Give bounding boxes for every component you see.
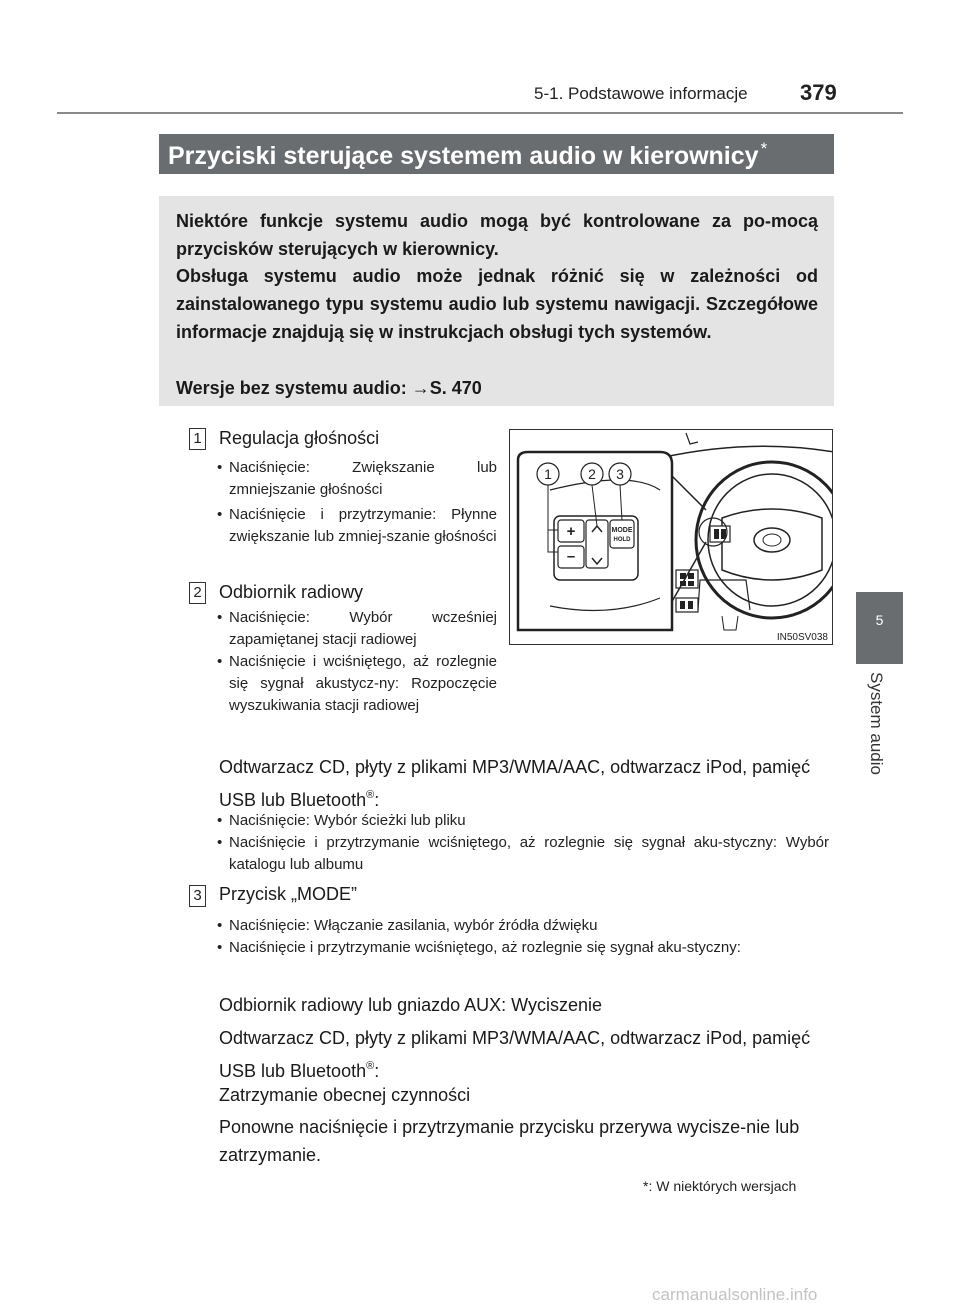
volume-down-label: – <box>566 548 576 565</box>
intro-paragraph-1: Niektóre funkcje systemu audio mogą być kontrolowane za po-mocą przycisków sterujących w kierownicy. <box>176 211 818 259</box>
line-text: Odtwarzacz CD, płyty z plikami MP3/WMA/AAC, odtwarzacz iPod, pamięć USB lub Bluetooth <box>219 1028 811 1081</box>
item3-radio-line: Odbiornik radiowy lub gniazdo AUX: Wyciszenie <box>219 995 603 1015</box>
item3-stop-line: Zatrzymanie obecnej czynności <box>219 1085 471 1105</box>
item3-note-line: Ponowne naciśnięcie i przytrzymanie przycisku przerywa wycisze-nie lub zatrzymanie. <box>219 1117 800 1165</box>
item-number-3: 3 <box>189 885 206 907</box>
title-asterisk: * <box>760 139 768 158</box>
chapter-label: System audio <box>867 672 886 775</box>
intro-paragraph-2: Obsługa systemu audio może jednak różnić się w zależności od zainstalowanego typu systemu audio lub systemu nawigacji. Szczegółowe informacje znajdują się w instrukcjach obsługi tych systemów. <box>176 266 818 342</box>
chapter-tab <box>856 592 903 664</box>
footnote-asterisk: * <box>643 1178 649 1194</box>
heading-text: Odtwarzacz CD, płyty z plikami MP3/WMA/AAC, odtwarzacz iPod, pamięć USB lub Bluetooth <box>219 757 811 810</box>
page-title-text: Przyciski sterujące systemem audio w kierownicy <box>168 142 759 170</box>
bullet-item1-2: • Naciśnięcie i przytrzymanie: Płynne zwiększanie lub zmniej-szanie głośności <box>217 506 497 545</box>
page-title <box>168 139 767 171</box>
bullet-text: Naciśnięcie: Włączanie zasilania, wybór źródła dźwięku <box>229 917 598 934</box>
steering-wheel-illustration <box>510 430 833 645</box>
intro-paragraph-3: Wersje bez systemu audio: →S. 470 <box>176 378 482 398</box>
item2-media-heading <box>219 753 831 814</box>
bullet-text: Naciśnięcie i przytrzymanie: Płynne zwiększanie lub zmniej-szanie głośności <box>229 506 497 545</box>
item-title-radio: Odbiornik radiowy <box>219 582 364 602</box>
heading-colon: : <box>374 790 380 810</box>
bullet-text: Naciśnięcie: Wybór ścieżki lub pliku <box>229 812 466 829</box>
registered-mark: ® <box>366 789 375 801</box>
volume-up-label: + <box>566 523 576 540</box>
steering-wheel-diagram <box>509 429 833 645</box>
bullet-item3-2: • Naciśnięcie i przytrzymanie wciśniętego, aż rozlegnie się sygnał aku-styczny: <box>217 939 741 956</box>
bullet-text: Naciśnięcie i przytrzymanie wciśniętego, aż rozlegnie się sygnał aku-styczny: Wybór katalogu lub albumu <box>229 834 829 873</box>
item3-media-line <box>219 1024 831 1085</box>
callout-1: 1 <box>544 466 552 482</box>
hold-button-label: HOLD <box>613 537 631 543</box>
footnote <box>643 1178 796 1194</box>
bullet-text: Naciśnięcie i przytrzymanie wciśniętego, aż rozlegnie się sygnał aku-styczny: <box>229 939 741 956</box>
page-number: 379 <box>800 80 837 105</box>
chapter-number: 5 <box>875 612 884 628</box>
bullet-item1-1: • Naciśnięcie: Zwiększanie lub zmniejszanie głośności <box>217 459 497 498</box>
bullet-item2-1: • Naciśnięcie: Wybór wcześniej zapamiętanej stacji radiowej <box>217 609 497 648</box>
item-number-1: 1 <box>189 428 206 450</box>
watermark: carmanualsonline.info <box>652 1285 818 1304</box>
bullet-item2-2: • Naciśnięcie i wciśniętego, aż rozlegnie się sygnał akustycz-ny: Rozpoczęcie wyszukiwania stacji radiowej <box>217 653 497 714</box>
registered-mark: ® <box>366 1060 375 1072</box>
bullet-text: Naciśnięcie: Zwiększanie lub zmniejszanie głośności <box>229 459 497 498</box>
line-colon: : <box>374 1061 380 1081</box>
section-header: 5-1. Podstawowe informacje <box>534 84 748 103</box>
bullet-text: Naciśnięcie i wciśniętego, aż rozlegnie się sygnał akustycz-ny: Rozpoczęcie wyszukiwania stacji radiowej <box>229 653 497 714</box>
illustration-code: IN50SV038 <box>776 632 828 643</box>
mode-button-label: MODE <box>611 527 633 534</box>
bullet-item2-3: • Naciśnięcie: Wybór ścieżki lub pliku <box>217 812 466 829</box>
bullet-item3-1: • Naciśnięcie: Włączanie zasilania, wybór źródła dźwięku <box>217 917 598 934</box>
callout-3: 3 <box>616 466 624 482</box>
item-title-mode: Przycisk „MODE” <box>219 884 357 904</box>
bullet-text: Naciśnięcie: Wybór wcześniej zapamiętanej stacji radiowej <box>229 609 497 648</box>
bullet-item2-4: • Naciśnięcie i przytrzymanie wciśniętego, aż rozlegnie się sygnał aku-styczny: Wybór katalogu lub albumu <box>217 834 829 873</box>
header-divider <box>57 112 903 114</box>
callout-2: 2 <box>588 466 596 482</box>
item-number-2: 2 <box>189 582 206 604</box>
footnote-text: : W niektórych wersjach <box>648 1178 797 1194</box>
item-title-volume: Regulacja głośności <box>219 428 380 448</box>
